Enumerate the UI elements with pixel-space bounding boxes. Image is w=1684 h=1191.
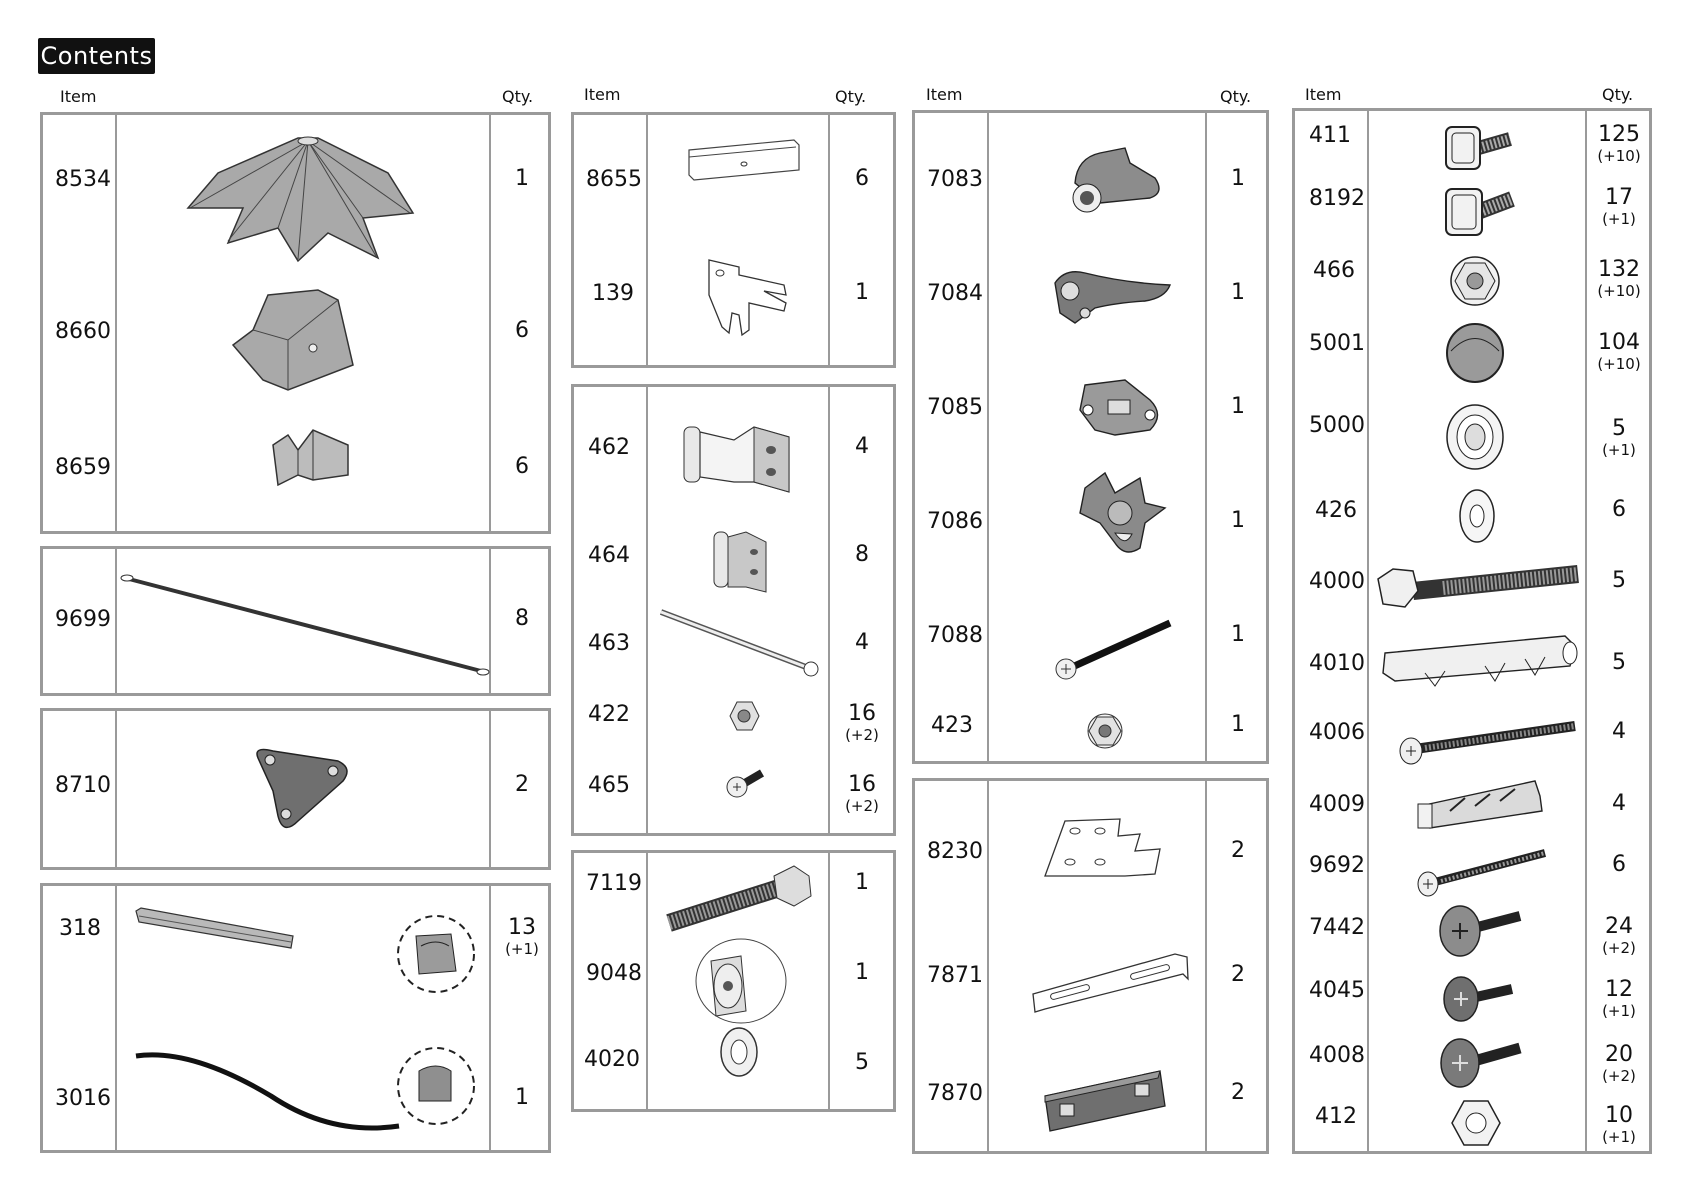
quantity: 1 — [1231, 280, 1245, 305]
flat-washer-icon — [1455, 486, 1499, 546]
quantity: 1 — [1231, 712, 1245, 737]
part-number: 4000 — [1309, 569, 1365, 594]
parts-group — [1292, 108, 1652, 1154]
part-number: 4008 — [1309, 1043, 1365, 1068]
rubber-cord-icon — [131, 1046, 481, 1146]
lever-handle-icon — [1045, 263, 1175, 333]
part-number: 9699 — [55, 607, 111, 632]
part-number: 8230 — [927, 839, 983, 864]
quantity: 1 — [1231, 166, 1245, 191]
grommet-icon — [1443, 403, 1507, 471]
quantity: 1 — [1231, 508, 1245, 533]
quantity: 12 — [1605, 977, 1633, 1002]
part-number: 7870 — [927, 1081, 983, 1106]
part-number: 8659 — [55, 455, 111, 480]
spare-quantity: (+1) — [1602, 1128, 1636, 1146]
quantity: 1 — [855, 280, 869, 305]
quantity: 8 — [515, 606, 529, 631]
part-number: 7086 — [927, 509, 983, 534]
spare-quantity: (+2) — [1602, 1067, 1636, 1085]
part-number: 9692 — [1309, 853, 1365, 878]
part-number: 7085 — [927, 395, 983, 420]
latch-housing-icon — [1065, 143, 1175, 223]
quantity: 8 — [855, 542, 869, 567]
parts-group — [40, 112, 551, 534]
part-number: 318 — [59, 916, 101, 941]
washer-icon — [714, 1025, 764, 1080]
quantity: 17 — [1605, 185, 1633, 210]
column-header-qty: Qty. — [835, 87, 867, 106]
nut-icon — [727, 699, 761, 733]
eye-nut-icon — [686, 931, 796, 1031]
quantity: 16 — [848, 772, 876, 797]
pin-rod-icon — [656, 607, 826, 687]
clip-bracket-icon — [268, 425, 358, 495]
column-header-qty: Qty. — [1602, 85, 1634, 104]
column-header-item: Item — [584, 85, 621, 104]
spare-quantity: (+2) — [1602, 939, 1636, 957]
quantity: 4 — [855, 434, 869, 459]
part-number: 8660 — [55, 319, 111, 344]
wafer-head-screw-icon — [1435, 901, 1525, 961]
part-number: 426 — [1315, 498, 1357, 523]
canopy-top-icon — [188, 133, 428, 273]
page-title: Contents — [38, 38, 155, 74]
quantity: 132 — [1598, 257, 1640, 282]
part-number: 412 — [1315, 1104, 1357, 1129]
cap-icon — [1443, 321, 1507, 385]
part-number: 8710 — [55, 773, 111, 798]
mount-plate-icon — [1040, 816, 1170, 886]
parts-group — [571, 112, 896, 368]
quantity: 10 — [1605, 1103, 1633, 1128]
part-number: 7084 — [927, 281, 983, 306]
part-number: 8655 — [586, 167, 642, 192]
channel-strip-icon — [131, 906, 481, 1006]
column-header-item: Item — [60, 87, 97, 106]
part-number: 4020 — [584, 1047, 640, 1072]
thin-screw-icon — [1413, 843, 1553, 898]
lag-bolt-icon — [1373, 559, 1583, 615]
hex-bolt-icon — [659, 858, 819, 938]
part-number: 4010 — [1309, 651, 1365, 676]
spare-quantity: (+1) — [1602, 441, 1636, 459]
column-header-qty: Qty. — [502, 87, 534, 106]
part-number: 4009 — [1309, 792, 1365, 817]
angle-bar-icon — [684, 135, 804, 195]
rod-icon — [121, 571, 491, 681]
spare-quantity: (+10) — [1597, 282, 1641, 300]
spare-quantity: (+1) — [1602, 210, 1636, 228]
square-bolt-large-icon — [1440, 183, 1520, 243]
parts-group — [912, 778, 1269, 1154]
tri-plate-icon — [248, 746, 358, 836]
part-number: 462 — [588, 435, 630, 460]
quantity: 20 — [1605, 1042, 1633, 1067]
parts-group — [40, 708, 551, 870]
quantity: 5 — [855, 1050, 869, 1075]
small-hinge-icon — [704, 527, 784, 602]
part-number: 4006 — [1309, 720, 1365, 745]
column-header-item: Item — [1305, 85, 1342, 104]
quantity: 1 — [515, 166, 529, 191]
part-number: 5000 — [1309, 413, 1365, 438]
spare-quantity: (+1) — [1602, 1002, 1636, 1020]
slotted-plate-icon — [704, 255, 794, 340]
quantity: 1 — [855, 870, 869, 895]
part-number: 3016 — [55, 1086, 111, 1111]
wood-screw-icon — [1395, 711, 1580, 766]
anchor-sleeve-icon — [1375, 631, 1585, 691]
spare-quantity: (+10) — [1597, 355, 1641, 373]
quantity: 6 — [515, 454, 529, 479]
part-number: 466 — [1313, 258, 1355, 283]
quantity: 2 — [1231, 962, 1245, 987]
wall-plug-icon — [1410, 776, 1545, 836]
parts-group — [571, 850, 896, 1112]
part-number: 139 — [592, 281, 634, 306]
hex-nut-icon — [1450, 1097, 1502, 1149]
quantity: 2 — [1231, 838, 1245, 863]
quantity: 16 — [848, 701, 876, 726]
part-number: 465 — [588, 773, 630, 798]
part-number: 7442 — [1309, 915, 1365, 940]
quantity: 5 — [1612, 650, 1626, 675]
quantity: 4 — [1612, 719, 1626, 744]
quantity: 2 — [515, 772, 529, 797]
part-number: 7083 — [927, 167, 983, 192]
quantity: 5 — [1612, 568, 1626, 593]
part-number: 4045 — [1309, 978, 1365, 1003]
quantity: 104 — [1598, 330, 1640, 355]
flange-nut-icon — [1085, 711, 1125, 751]
part-number: 9048 — [586, 961, 642, 986]
quantity: 6 — [1612, 852, 1626, 877]
part-number: 422 — [588, 702, 630, 727]
quantity: 1 — [1231, 394, 1245, 419]
column-header-qty: Qty. — [1220, 87, 1252, 106]
part-number: 5001 — [1309, 331, 1365, 356]
tek-screw-icon — [1435, 1033, 1525, 1093]
quantity: 6 — [515, 318, 529, 343]
cam-lock-icon — [1070, 468, 1170, 563]
quantity: 1 — [1231, 622, 1245, 647]
latch-plate-icon — [1070, 375, 1165, 450]
parts-group — [40, 546, 551, 696]
column-header-item: Item — [926, 85, 963, 104]
part-number: 7871 — [927, 963, 983, 988]
quantity: 1 — [855, 960, 869, 985]
spare-quantity: (+10) — [1597, 147, 1641, 165]
parts-group — [571, 384, 896, 836]
part-number: 463 — [588, 631, 630, 656]
quantity: 6 — [855, 166, 869, 191]
part-number: 423 — [931, 713, 973, 738]
part-number: 7119 — [586, 871, 642, 896]
part-number: 411 — [1309, 123, 1351, 148]
spare-quantity: (+2) — [845, 797, 879, 815]
quantity: 125 — [1598, 122, 1640, 147]
quantity: 4 — [855, 630, 869, 655]
quantity: 13 — [508, 915, 536, 940]
square-bolt-icon — [1440, 121, 1520, 176]
parts-group — [40, 883, 551, 1153]
self-drilling-screw-icon — [1437, 971, 1517, 1026]
hex-flange-nut-icon — [1445, 251, 1505, 311]
spare-quantity: (+1) — [505, 940, 539, 958]
slotted-strap-icon — [1025, 949, 1195, 1019]
quantity: 2 — [1231, 1080, 1245, 1105]
short-screw-icon — [724, 765, 768, 799]
part-number: 8192 — [1309, 186, 1365, 211]
part-number: 464 — [588, 543, 630, 568]
channel-block-icon — [1040, 1066, 1170, 1136]
spare-quantity: (+2) — [845, 726, 879, 744]
quantity: 1 — [515, 1085, 529, 1110]
hinge-bracket-icon — [679, 422, 799, 502]
quantity: 4 — [1612, 791, 1626, 816]
quantity: 24 — [1605, 914, 1633, 939]
quantity: 5 — [1612, 416, 1626, 441]
corner-cap-icon — [228, 290, 368, 400]
long-screw-icon — [1050, 613, 1180, 683]
part-number: 8534 — [55, 167, 111, 192]
part-number: 7088 — [927, 623, 983, 648]
quantity: 6 — [1612, 497, 1626, 522]
parts-group — [912, 110, 1269, 764]
